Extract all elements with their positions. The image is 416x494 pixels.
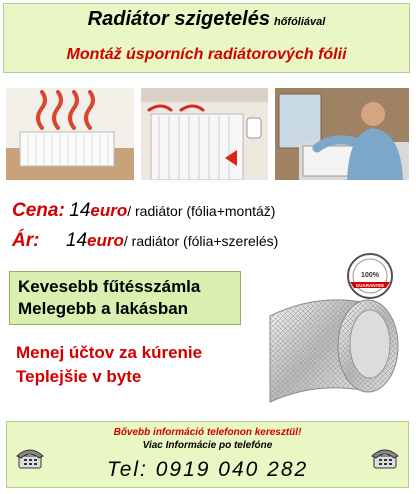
page-subtitle: Montáž úsporních radiátorových fólii	[66, 46, 347, 63]
price-note: / radiátor (fólia+szerelés)	[123, 233, 279, 249]
price-value: 14	[65, 230, 88, 251]
benefit-sk-2: Teplejšie v byte	[16, 367, 142, 386]
radiator-foil-installation-photo	[141, 88, 268, 180]
price-label: Ár:	[12, 230, 40, 251]
contact-footer	[6, 421, 409, 488]
price-row-hu	[12, 230, 278, 252]
man-installing-foil-photo	[275, 88, 409, 180]
title-suffix: hőfóliával	[273, 16, 326, 28]
title-line	[4, 8, 409, 31]
price-label: Cena:	[12, 200, 65, 221]
phone-number[interactable]: Tel: 0919 040 282	[106, 458, 309, 481]
page-title: Radiátor szigetelés	[87, 8, 270, 30]
price-value: 14	[69, 200, 91, 221]
benefits-sk-list	[16, 341, 202, 389]
footer-info-sk: Viac Informácie po telefóne	[142, 440, 273, 451]
benefit-sk-1: Menej účtov za kúrenie	[16, 343, 203, 362]
price-unit: euro	[87, 231, 124, 250]
price-note: / radiátor (fólia+montáž)	[127, 203, 276, 219]
svg-text:GUARANTEE: GUARANTEE	[355, 283, 385, 288]
price-row-sk	[12, 200, 275, 222]
benefits-hu-box	[9, 271, 241, 325]
benefit-hu-1: Kevesebb fűtésszámla	[18, 277, 201, 296]
svg-text:100%: 100%	[361, 272, 379, 279]
radiator-heat-waves-photo	[6, 88, 134, 180]
benefit-hu-2: Melegebb a lakásban	[18, 299, 189, 318]
header-banner	[3, 3, 410, 73]
price-unit: euro	[90, 201, 128, 220]
footer-info-hu: Bővebb információ telefonon keresztül!	[113, 427, 302, 438]
foil-roll-image	[258, 286, 404, 404]
